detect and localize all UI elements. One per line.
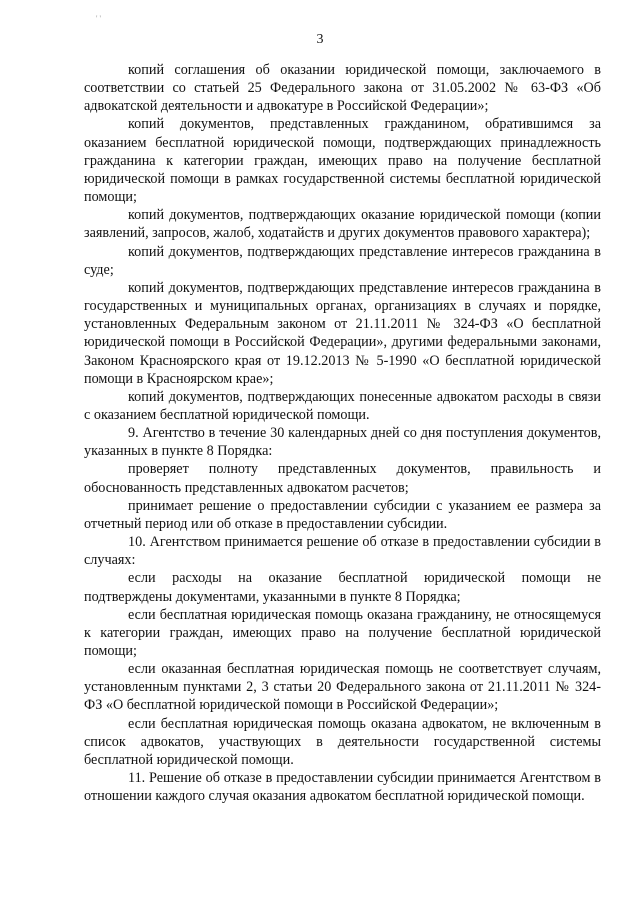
page-number: 3	[316, 32, 324, 47]
paragraph-court-representation: копий документов, подтверждающих представление интересов гражданина в суде;	[84, 243, 601, 278]
paragraph-refusal-unlisted-lawyer: если бесплатная юридическая помощь оказана адвокатом, не включенным в список адвокатов, участвующих в деятельности государственной системы бесплатной юридической помощи.	[84, 715, 601, 768]
paragraph-refusal-nonconforming: если оказанная бесплатная юридическая помощь не соответствует случаям, установленным пунктами 2, 3 статьи 20 Федерального закона от 21.11.2011 № 324-ФЗ «О бесплатной юридической помощи в Российской Федерации»;	[84, 661, 601, 714]
paragraph-clause-10: 10. Агентством принимается решение об отказе в предоставлении субсидии в случаях:	[84, 534, 601, 569]
paragraph-expense-documents: копий документов, подтверждающих понесенные адвокатом расходы в связи с оказанием бесплатной юридической помощи.	[84, 388, 601, 423]
paragraph-refusal-ineligible: если бесплатная юридическая помощь оказана гражданину, не относящемуся к категории граждан, имеющих право на получение бесплатной юридической помощи;	[84, 606, 601, 659]
paragraph-agreement-copies: копий соглашения об оказании юридической помощи, заключаемого в соответствии со статьей 25 Федерального закона от 31.05.2002 № 63-ФЗ «Об адвокатской деятельности и адвокатуре в Российской Федерации»;	[84, 62, 601, 115]
paragraph-legal-aid-proof: копий документов, подтверждающих оказание юридической помощи (копии заявлений, запросов, жалоб, ходатайств и других документов правового характера);	[84, 207, 601, 242]
paragraph-subsidy-decision: принимает решение о предоставлении субсидии с указанием ее размера за отчетный период или об отказе в предоставлении субсидии.	[84, 497, 601, 532]
paragraph-agency-representation: копий документов, подтверждающих представление интересов гражданина в государственных и муниципальных органах, организациях в случаях и порядке, установленных Федеральным законом от 21.11.2011 № 324-ФЗ «О бесплатной юридической помощи в Российской Федерации», другими федеральными законами, Законом Красноярского края от 19.12.2013 № 5-1990 «О бесплатной юридической помощи в Красноярском крае»;	[84, 279, 601, 387]
paragraph-check-completeness: проверяет полноту представленных документов, правильность и обоснованность представленных адвокатом расчетов;	[84, 461, 601, 496]
paragraph-clause-9: 9. Агентство в течение 30 календарных дней со дня поступления документов, указанных в пункте 8 Порядка:	[84, 425, 601, 460]
scan-corner-mark: ' '	[96, 14, 101, 23]
document-body	[84, 61, 601, 805]
paragraph-clause-11: 11. Решение об отказе в предоставлении субсидии принимается Агентством в отношении каждого случая оказания адвокатом бесплатной юридической помощи.	[84, 770, 601, 805]
paragraph-citizen-documents: копий документов, представленных гражданином, обратившимся за оказанием бесплатной юридической помощи, подтверждающих принадлежность гражданина к категории граждан, имеющих право на получение бесплатной юридической помощи в рамках государственной системы бесплатной юридической помощи;	[84, 116, 601, 206]
paragraph-refusal-unconfirmed: если расходы на оказание бесплатной юридической помощи не подтверждены документами, указанными в пункте 8 Порядка;	[84, 570, 601, 605]
